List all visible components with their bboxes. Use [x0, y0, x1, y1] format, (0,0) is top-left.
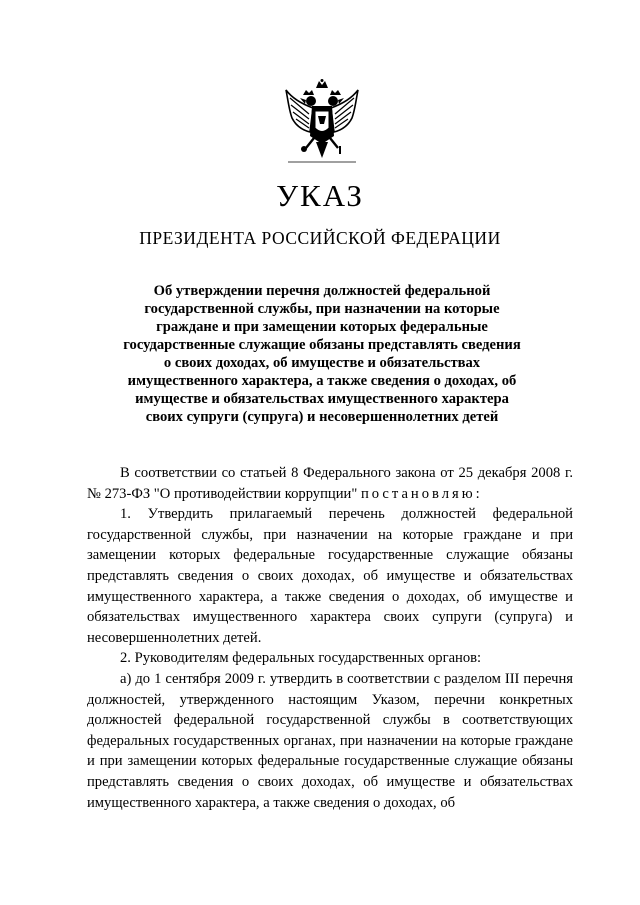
item-1-paragraph: 1. Утвердить прилагаемый перечень должностей федеральной государственной службы, при назначении на которые граждане и при замещении которых федеральные государственные служащие обязаны представлять сведения о своих доходах, об имуществе и обязательствах имущественного характера, а также сведения о доходах, об имуществе и обязательствах имущественного характера своих супруги (супруга) и несовершеннолетних детей. [87, 506, 573, 646]
issuer-subtitle: ПРЕЗИДЕНТА РОССИЙСКОЙ ФЕДЕРАЦИИ [139, 228, 501, 248]
decree-word: постановляю: [360, 485, 483, 502]
coat-of-arms-icon [282, 78, 362, 164]
decree-body [87, 463, 573, 813]
page-title: УКАЗ [276, 178, 364, 213]
preamble-paragraph [87, 463, 573, 504]
preamble-text: В соответствии со статьей 8 Федерального закона от 25 декабря 2008 г. № 273-ФЗ "О противодействии коррупции" [87, 465, 573, 502]
decree-heading: Об утверждении перечня должностей федеральной государственной службы, при назначении на которые граждане и при замещении которых федеральные государственные служащие обязаны представлять сведения о своих доходах, об имуществе и обязательствах имущественного характера, а также сведения о доходах, об имуществе и обязательствах имущественного характера своих супруги (супруга) и несовершеннолетних детей [123, 283, 521, 425]
item-2a-paragraph: а) до 1 сентября 2009 г. утвердить в соответствии с разделом III перечня должностей, утвержденного настоящим Указом, перечни конкретных должностей федеральной государственной службы в соответствующих федеральных государственных органах, при назначении на которые граждане и при замещении которых федеральные государственные служащие обязаны представлять сведения о своих доходах, об имуществе и обязательствах имущественного характера, а также сведения о доходах, об [87, 670, 573, 811]
item-2-paragraph: 2. Руководителям федеральных государственных органов: [120, 650, 482, 667]
